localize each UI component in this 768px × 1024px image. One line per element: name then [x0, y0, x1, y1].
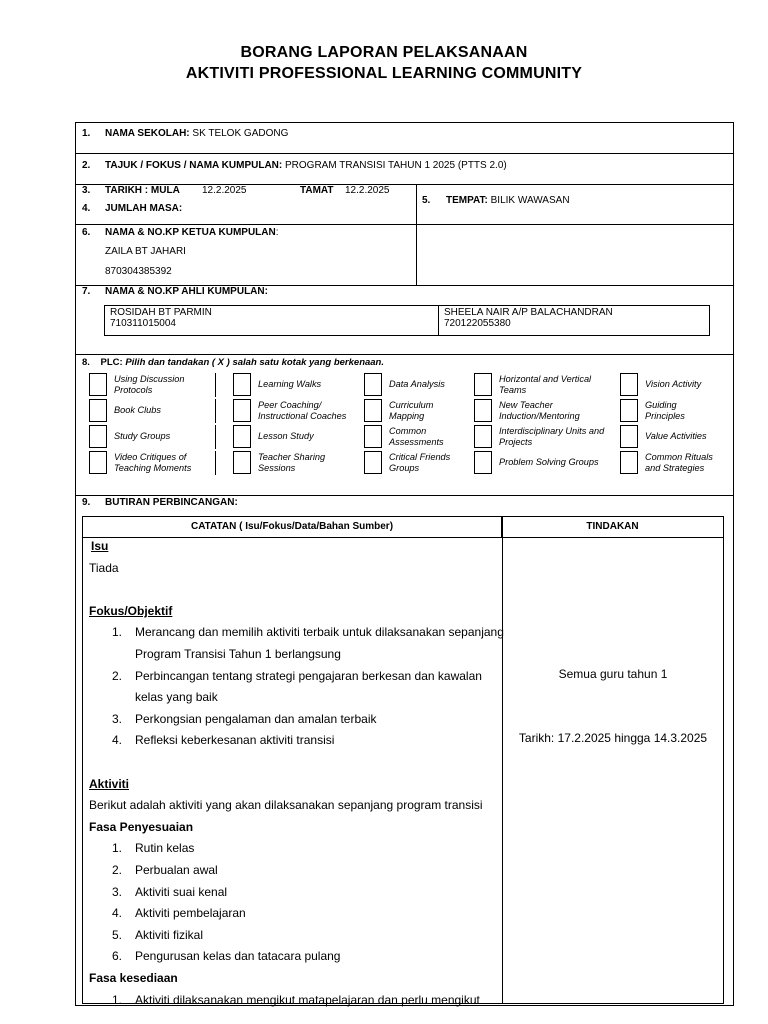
- value-tarikh-mula: 12.2.2025: [202, 185, 247, 196]
- fasa-penyesuaian-item: Perbualan awal: [135, 863, 218, 877]
- row-ketua-kumpulan: [76, 225, 733, 286]
- plc-option-label: Problem Solving Groups: [499, 457, 599, 467]
- fokus-item: Perbincangan tentang strategi pengajaran berkesan dan kawalan: [135, 668, 482, 683]
- plc-option-label: Interdisciplinary Units and Projects: [499, 426, 605, 447]
- fokus-item: Refleksi keberkesanan aktiviti transisi: [135, 733, 335, 748]
- header-catatan: CATATAN ( Isu/Fokus/Data/Bahan Sumber): [83, 517, 502, 538]
- row-tajuk: [76, 154, 733, 185]
- plc-checkbox[interactable]: [364, 451, 382, 474]
- plc-option-label: Learning Walks: [258, 379, 322, 389]
- list-number: 2.: [112, 668, 123, 683]
- aktiviti-intro: Berikut adalah aktiviti yang akan dilaksanakan sepanjang program transisi: [89, 798, 483, 813]
- row-ahli-kumpulan: [76, 286, 733, 355]
- field-label: NAMA SEKOLAH:: [105, 128, 190, 139]
- ketua-ic: 870304385392: [105, 266, 172, 277]
- plc-option-label: Study Groups: [114, 431, 171, 441]
- heading-aktiviti: Aktiviti: [89, 776, 130, 791]
- field-tempat: [446, 195, 570, 206]
- member-ic: 720122055380: [444, 318, 511, 329]
- plc-checkbox[interactable]: [620, 399, 638, 422]
- plc-option-label: Common Rituals and Strategies: [645, 452, 713, 473]
- plc-option-label: Lesson Study: [258, 431, 314, 441]
- plc-checkbox[interactable]: [233, 373, 251, 396]
- label-colon: :: [275, 227, 279, 238]
- field-tajuk: [105, 160, 507, 171]
- fokus-item: kelas yang baik: [135, 690, 218, 705]
- heading-fasa-kesediaan: Fasa kesediaan: [89, 971, 178, 985]
- plc-instruction-text: Pilih dan tandakan ( X ) salah satu kotak yang berkenaan.: [125, 357, 385, 368]
- plc-option-label: Common Assessments: [389, 426, 444, 447]
- divider: [416, 225, 417, 285]
- value-tamat: 12.2.2025: [345, 185, 390, 196]
- fasa-penyesuaian-item: Aktiviti suai kenal: [135, 884, 228, 899]
- plc-checkbox[interactable]: [474, 373, 492, 396]
- plc-option-label: Guiding Principles: [645, 400, 685, 421]
- row-butiran: [76, 496, 733, 1006]
- section-number: 5.: [422, 195, 431, 206]
- list-number: 3.: [112, 711, 123, 726]
- fasa-kesediaan-item: Aktiviti dilaksanakan mengikut matapelajaran dan perlu mengikut: [135, 992, 480, 1007]
- list-number: 1.: [112, 841, 123, 856]
- list-number: 2.: [112, 863, 123, 877]
- plc-option-label: Critical Friends Groups: [389, 452, 451, 473]
- plc-checkbox[interactable]: [89, 399, 107, 422]
- plc-checkbox[interactable]: [620, 373, 638, 396]
- list-number: 1.: [112, 992, 123, 1007]
- field-value: BILIK WAWASAN: [490, 195, 570, 206]
- plc-divider: [215, 373, 216, 397]
- section-number: 4.: [82, 203, 91, 214]
- row-tarikh-tempat: [76, 185, 733, 225]
- list-number: 6.: [112, 949, 123, 964]
- plc-checkbox[interactable]: [364, 399, 382, 422]
- header-tindakan: TINDAKAN: [502, 517, 723, 538]
- heading-isu: Isu: [91, 539, 109, 553]
- list-number: 5.: [112, 927, 123, 942]
- plc-checkbox[interactable]: [89, 451, 107, 474]
- plc-option-label: Peer Coaching/ Instructional Coaches: [258, 400, 347, 421]
- plc-checkbox[interactable]: [620, 425, 638, 448]
- divider: [416, 185, 417, 224]
- tindakan-guru: Semua guru tahun 1: [558, 667, 668, 681]
- plc-option-label: Using Discussion Protocols: [114, 374, 185, 395]
- heading-fasa-penyesuaian: Fasa Penyesuaian: [89, 819, 194, 834]
- plc-checkbox[interactable]: [474, 425, 492, 448]
- plc-checkbox[interactable]: [364, 373, 382, 396]
- members-table: [104, 305, 710, 336]
- section-number: 7.: [82, 286, 91, 297]
- column-divider: [502, 517, 503, 1003]
- fasa-penyesuaian-item: Pengurusan kelas dan tatacara pulang: [135, 949, 341, 964]
- label-tarikh-mula: TARIKH : MULA: [105, 185, 180, 196]
- plc-checkbox[interactable]: [233, 451, 251, 474]
- section-number: 6.: [82, 227, 91, 238]
- label-ahli: NAMA & NO.KP AHLI KUMPULAN:: [105, 286, 268, 297]
- section-number: 9.: [82, 497, 91, 508]
- fokus-item: Merancang dan memilih aktiviti terbaik untuk dilaksanakan sepanjang: [135, 625, 504, 640]
- field-value: PROGRAM TRANSISI TAHUN 1 2025 (PTTS 2.0): [285, 160, 507, 171]
- label-butiran: BUTIRAN PERBINCANGAN:: [105, 497, 238, 508]
- form-title-line1: BORANG LAPORAN PELAKSANAAN: [240, 44, 528, 61]
- member-name: ROSIDAH BT PARMIN: [110, 307, 212, 318]
- section-number: 8.: [82, 357, 90, 368]
- label-tamat: TAMAT: [300, 185, 334, 196]
- discussion-table: [82, 516, 724, 1007]
- fokus-item: Perkongsian pengalaman dan amalan terbaik: [135, 711, 377, 726]
- plc-option-label: Curriculum Mapping: [389, 400, 434, 421]
- plc-option-label: Horizontal and Vertical Teams: [499, 374, 592, 395]
- list-number: 4.: [112, 733, 123, 748]
- plc-divider: [215, 399, 216, 423]
- fokus-item: Program Transisi Tahun 1 berlangsung: [135, 647, 341, 661]
- label-jumlah-masa: JUMLAH MASA:: [105, 203, 183, 214]
- section-number: 1.: [82, 128, 91, 139]
- section-number: 3.: [82, 185, 91, 196]
- plc-option-label: Video Critiques of Teaching Moments: [114, 452, 192, 473]
- label-ketua: [105, 227, 279, 238]
- plc-checkbox[interactable]: [233, 425, 251, 448]
- list-number: 3.: [112, 884, 123, 899]
- report-form: [75, 122, 734, 1006]
- fasa-penyesuaian-item: Aktiviti pembelajaran: [135, 906, 246, 921]
- ketua-name: ZAILA BT JAHARI: [105, 246, 186, 257]
- plc-checkbox[interactable]: [89, 425, 107, 448]
- fasa-penyesuaian-item: Rutin kelas: [135, 841, 195, 856]
- plc-instruction: [82, 357, 384, 368]
- plc-label: PLC:: [100, 357, 123, 368]
- list-number: 4.: [112, 906, 123, 921]
- tindakan-tarikh: Tarikh: 17.2.2025 hingga 14.3.2025: [518, 731, 708, 745]
- row-nama-sekolah: [76, 123, 733, 154]
- list-number: 1.: [112, 625, 123, 640]
- plc-option-label: Vision Activity: [645, 379, 702, 389]
- plc-checkbox[interactable]: [89, 373, 107, 396]
- field-label: NAMA & NO.KP KETUA KUMPULAN: [105, 227, 276, 238]
- plc-option-label: Teacher Sharing Sessions: [258, 452, 326, 473]
- form-title-line2: AKTIVITI PROFESSIONAL LEARNING COMMUNITY: [185, 65, 583, 82]
- plc-checkbox[interactable]: [233, 399, 251, 422]
- member-2: [439, 306, 709, 335]
- field-label: TEMPAT:: [446, 195, 488, 206]
- plc-checkbox[interactable]: [474, 451, 492, 474]
- plc-option-label: New Teacher Induction/Mentoring: [499, 400, 580, 421]
- plc-checkbox[interactable]: [620, 451, 638, 474]
- plc-option-label: Value Activities: [645, 431, 707, 441]
- heading-fokus: Fokus/Objektif: [89, 603, 173, 618]
- member-ic: 710311015004: [110, 318, 176, 329]
- field-value: SK TELOK GADONG: [192, 128, 289, 139]
- plc-divider: [215, 451, 216, 475]
- member-name: SHEELA NAIR A/P BALACHANDRAN: [444, 307, 613, 318]
- plc-checkbox[interactable]: [474, 399, 492, 422]
- fasa-penyesuaian-item: Aktiviti fizikal: [135, 927, 204, 942]
- plc-divider: [215, 425, 216, 449]
- section-number: 2.: [82, 160, 91, 171]
- field-label: TAJUK / FOKUS / NAMA KUMPULAN:: [105, 160, 283, 171]
- plc-checkbox[interactable]: [364, 425, 382, 448]
- plc-option-label: Data Analysis: [389, 379, 445, 389]
- member-1: [105, 306, 439, 335]
- row-plc: [76, 355, 733, 496]
- field-nama-sekolah: [105, 128, 288, 139]
- plc-option-label: Book Clubs: [114, 405, 161, 415]
- isu-text: Tiada: [89, 560, 119, 575]
